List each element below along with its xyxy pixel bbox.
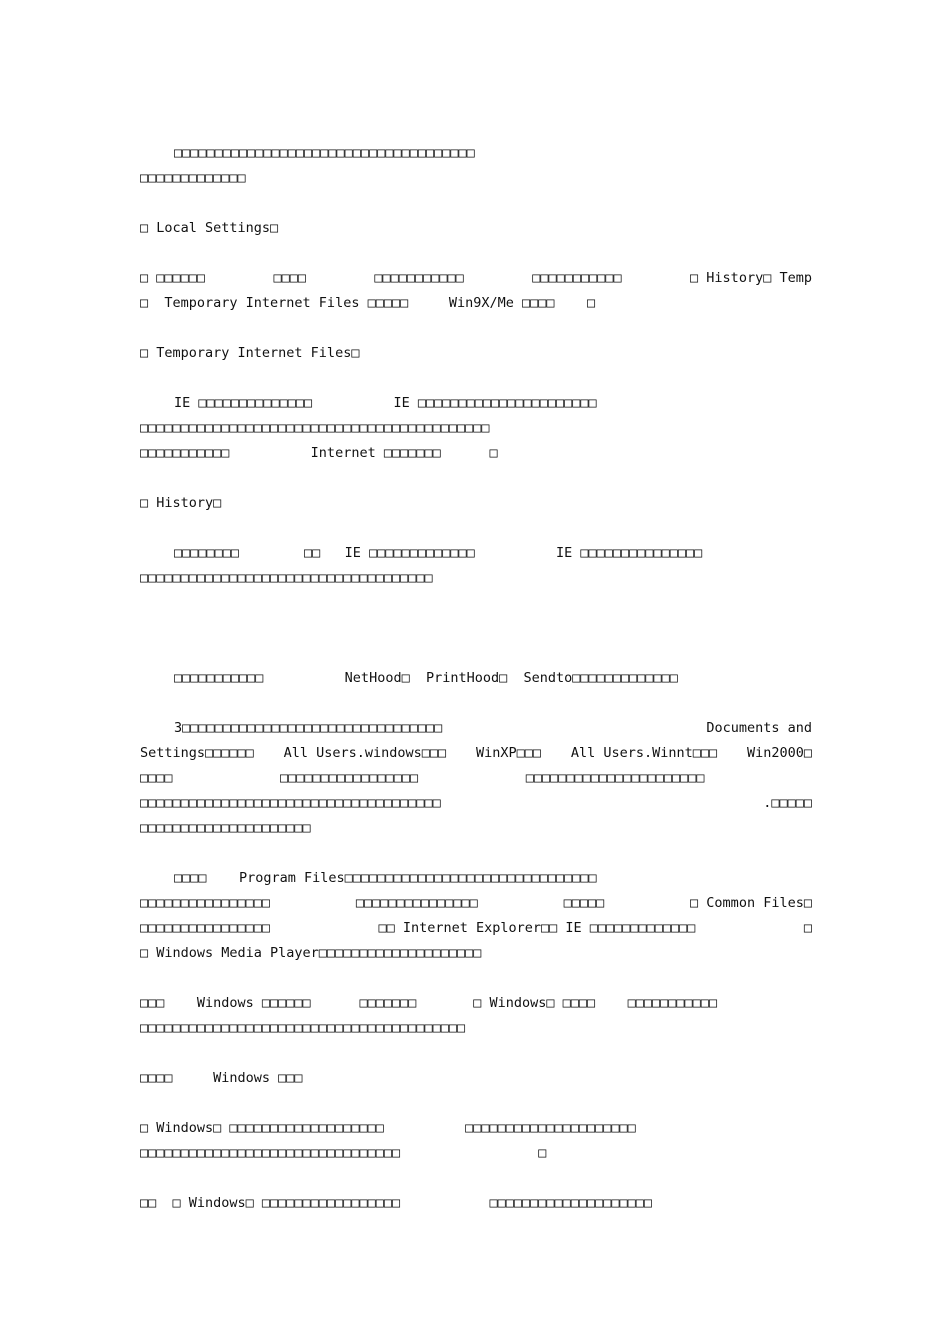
text-segment: 3□□□□□□□□□□□□□□□□□□□□□□□□□□□□□□□□ <box>174 720 443 736</box>
text-line: □□□□ Windows □□□ <box>140 1070 303 1086</box>
text-line: □□□□□□□□ □□ IE □□□□□□□□□□□□□ IE □□□□□□□□□□□□□□□ <box>174 545 703 561</box>
text-line: □□□ Windows □□□□□□ □□□□□□□ □ Windows□ □□□□ □□□□□□□□□□□ <box>140 995 718 1011</box>
text-segment: □□□□□□□□□□□□□□□ <box>355 895 478 911</box>
text-segment: □ Common Files□ <box>690 895 812 911</box>
text-segment: □□□□□ <box>563 895 605 911</box>
text-line: □□□□□□□□□□□□□□□□□□□□□ <box>140 820 311 836</box>
text-segment: □□ Internet Explorer□□ IE □□□□□□□□□□□□□ <box>378 920 696 936</box>
text-segment: Win2000□ <box>746 745 812 761</box>
text-line: □□□□ Program Files□□□□□□□□□□□□□□□□□□□□□□□□□□□□□□□ <box>174 870 597 886</box>
text-line: IE □□□□□□□□□□□□□□ IE □□□□□□□□□□□□□□□□□□□□□□ <box>174 395 597 411</box>
text-line: □ Temporary Internet Files□ <box>140 345 360 361</box>
text-line: □ Windows□ □□□□□□□□□□□□□□□□□□□ □□□□□□□□□□□□□□□□□□□□□ <box>140 1120 636 1136</box>
text-line: □ History□ <box>140 495 222 511</box>
text-line: □□□□□□□□□□□ Internet □□□□□□□ □ <box>140 445 498 461</box>
text-segment: □□□□□□□□□□□□□□□□ <box>140 895 271 911</box>
text-segment: □□□□□□□□□□□ <box>374 270 464 286</box>
text-line <box>140 918 812 938</box>
text-line <box>140 893 812 913</box>
text-segment: □□□□□□□□□□□□□□□□□□□□□□ <box>525 770 705 786</box>
text-segment: □□□□□□□□□□□□□□□□□ <box>280 770 419 786</box>
text-line <box>140 793 812 813</box>
text-line: □□□□□□□□□□□□□□□□□□□□□□□□□□□□□□□□ □ <box>140 1145 547 1161</box>
text-segment: □ <box>803 920 812 936</box>
text-segment: □□□□ <box>140 770 173 786</box>
text-segment: □□□□ <box>273 270 306 286</box>
text-segment: All Users.windows□□□ <box>283 745 447 761</box>
text-segment: WinXP□□□ <box>475 745 542 761</box>
text-line: □□□□□□□□□□□□□ <box>140 170 246 186</box>
text-segment: .□□□□□ <box>763 795 812 811</box>
text-segment: □□□□□□□□□□□ <box>532 270 622 286</box>
text-line: □□□□□□□□□□□□□□□□□□□□□□□□□□□□□□□□□□□□ <box>140 570 433 586</box>
text-segment: □□□□□□□□□□□□□□□□□□□□□□□□□□□□□□□□□□□□□ <box>140 795 441 811</box>
text-segment: All Users.Winnt□□□ <box>570 745 718 761</box>
text-segment: □□□□□□□□□□□□□□□□ <box>140 920 271 936</box>
text-line <box>140 768 812 788</box>
text-line: □□ □ Windows□ □□□□□□□□□□□□□□□□□ □□□□□□□□□□□□□□□□□□□□ <box>140 1195 653 1211</box>
text-line <box>140 268 812 288</box>
text-line: □ Local Settings□ <box>140 220 279 236</box>
text-segment: Settings□□□□□□ <box>140 745 254 761</box>
text-line: □ Temporary Internet Files □□□□□ Win9X/Me □□□□ □ <box>140 295 596 311</box>
text-segment: □ History□ Temp <box>690 270 812 286</box>
text-line: □□□□□□□□□□□□□□□□□□□□□□□□□□□□□□□□□□□□□ <box>174 145 475 161</box>
text-line <box>140 743 812 763</box>
text-line: □□□□□□□□□□□ NetHood□ PrintHood□ Sendto□□□□□□□□□□□□□ <box>174 670 678 686</box>
text-line <box>174 718 812 738</box>
text-segment: Documents and <box>706 720 812 736</box>
text-line: □□□□□□□□□□□□□□□□□□□□□□□□□□□□□□□□□□□□□□□□□□□ <box>140 420 490 436</box>
text-segment: □ □□□□□□ <box>140 270 206 286</box>
text-line: □ Windows Media Player□□□□□□□□□□□□□□□□□□□□ <box>140 945 482 961</box>
text-line: □□□□□□□□□□□□□□□□□□□□□□□□□□□□□□□□□□□□□□□□ <box>140 1020 466 1036</box>
